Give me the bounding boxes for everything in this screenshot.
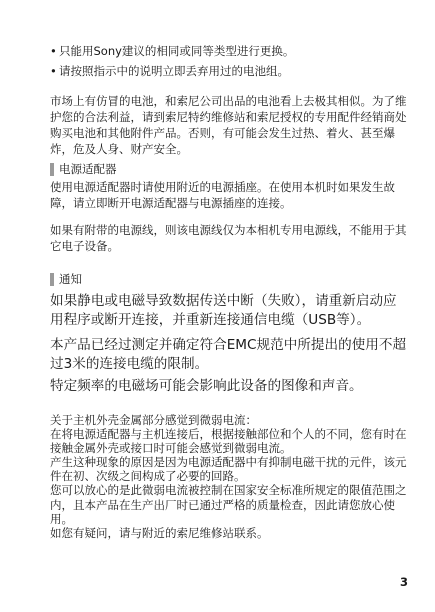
page-number: 3: [399, 575, 408, 589]
power-cord-paragraph: 如果有附带的电源线，则该电源线仅为本相机专用电源线，不能用于其它电子设备。: [50, 223, 407, 253]
static-interruption-paragraph: 如果静电或电磁导致数据传送中断（失败），请重新启动应用程序或断开连接，并重新连接通信电缆（USB等）。: [50, 293, 397, 328]
battery-bullet-list: [50, 41, 410, 81]
bullet-item: [50, 61, 410, 81]
leakage-current-line: 产生这种现象的原因是因为电源适配器中有抑制电磁干扰的元件，该元件在初、次级之间构成了必要的回路。: [50, 455, 407, 484]
heading-bar: [50, 273, 54, 286]
electromagnetic-field-paragraph: 特定频率的电磁场可能会影响此设备的图像和声音。: [50, 378, 363, 394]
counterfeit-battery-warning: 市场上有仿冒的电池，和索尼公司出品的电池看上去极其相似。为了维护您的合法利益，请到索尼特约维修站和索尼授权的专用配件经销商处购买电池和其他附件产品。否则，有可能会发生过热、着火、甚至爆炸，危及人身、财产安全。: [50, 94, 407, 156]
bullet-text: 请按照指示中的说明立即丢弃用过的电池组。: [59, 64, 289, 78]
leakage-current-line: 您可以放心的是此微弱电流被控制在国家安全标准所规定的限值范围之内，且本产品在生产出厂时已通过严格的质量检查，因此请您放心使用。: [50, 483, 407, 526]
bullet-mark: •: [50, 44, 57, 58]
leakage-current-section: [50, 413, 410, 540]
bullet-item: [50, 41, 410, 61]
adapter-paragraph: 使用电源适配器时请使用附近的电源插座。在使用本机时如果发生故障，请立即断开电源适配器与电源插座的连接。: [50, 180, 395, 210]
notice-heading: [50, 272, 82, 287]
heading-bar: [50, 163, 54, 176]
bullet-text: 只能用Sony建议的相同或同等类型进行更换。: [59, 44, 295, 58]
leakage-current-title: 关于主机外壳金属部分感觉到微弱电流：: [50, 413, 257, 427]
adapter-heading-text: 电源适配器: [59, 162, 117, 176]
bullet-mark: •: [50, 64, 57, 78]
leakage-current-line: 如您有疑问，请与附近的索尼维修站联系。: [50, 525, 269, 540]
leakage-current-line: 在将电源适配器与主机连接后，根据接触部位和个人的不同，您有时在接触金属外壳或接口时可能会感觉到微弱电流。: [50, 427, 407, 456]
emc-cable-paragraph: 本产品已经过测定并确定符合EMC规范中所提出的使用不超过3米的连接电缆的限制。: [50, 337, 407, 372]
notice-heading-text: 通知: [59, 272, 82, 286]
adapter-heading: [50, 162, 117, 177]
